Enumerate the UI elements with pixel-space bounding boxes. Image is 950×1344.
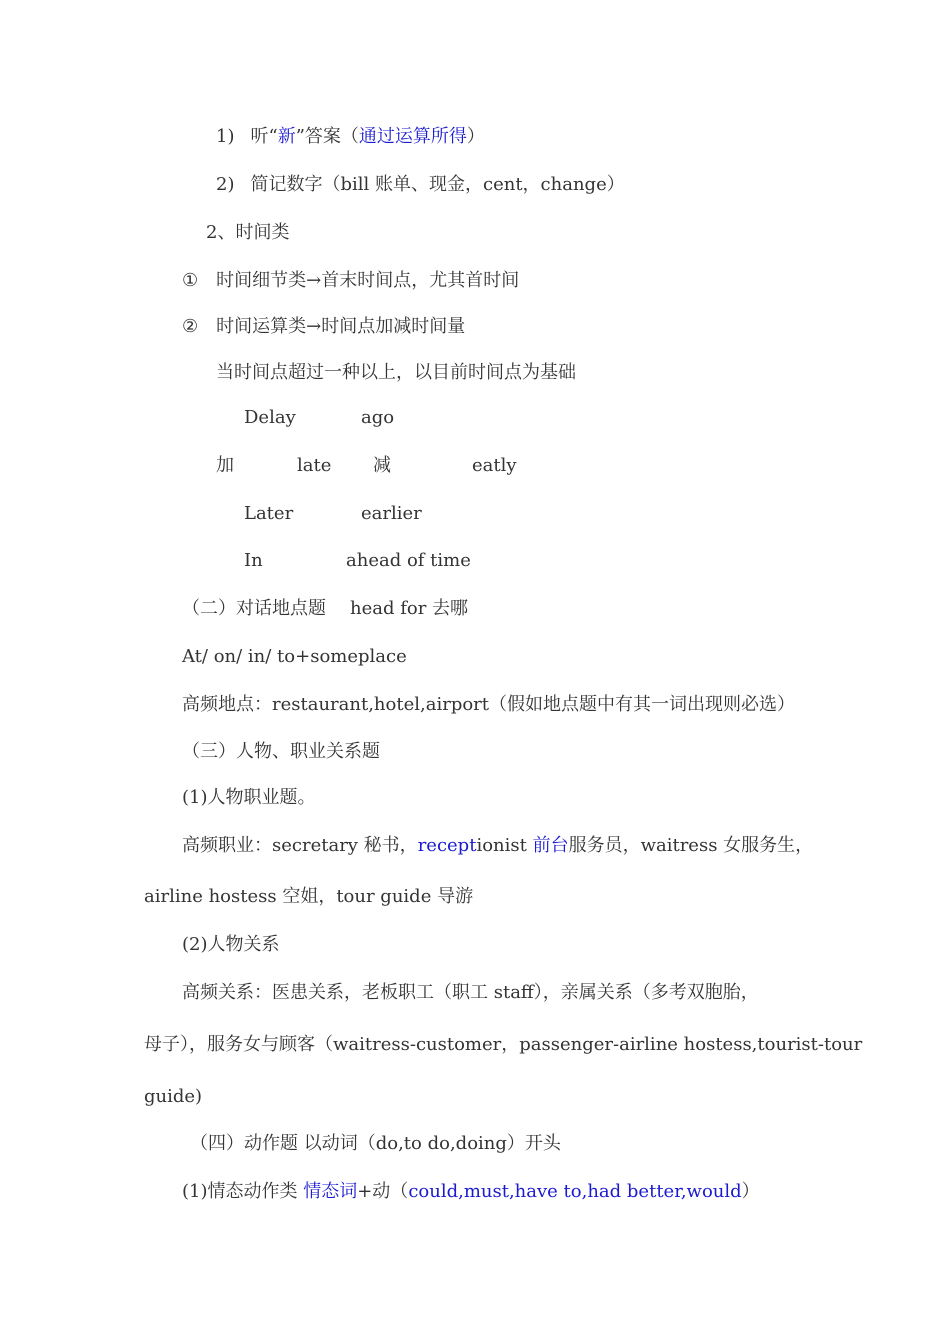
text: ） [466,126,485,147]
word: 减 [373,455,391,476]
list-item [216,125,485,149]
text: ”答案（ [295,126,359,147]
word: late [297,455,332,476]
heading-text: （二）对话地点题 [182,598,326,619]
text: 简记数字（bill 账单、现金，cent，change） [250,174,625,195]
word-pair [244,406,296,430]
section-heading [182,597,468,621]
subheading: (2)人物关系 [182,934,280,955]
word: Later [244,503,294,524]
highlight-text: 新 [277,126,296,147]
paragraph [182,834,813,858]
word: ahead of time [346,550,471,571]
paragraph: 母子），服务女与顾客（waitress-customer，passenger-airline hostess,tourist-tour [144,1034,863,1055]
word-pair [361,406,394,430]
word: Delay [244,407,296,428]
item-number: ② [182,316,199,337]
word: ago [361,407,395,428]
highlight-text: 情态词 [303,1181,358,1202]
word: eatly [472,455,517,476]
word-pair [361,502,422,526]
word-pair [244,549,263,573]
word-pair [244,502,293,526]
section-heading: （四）动作题 以动词（do,to do,doing）开头 [190,1133,561,1154]
section-heading: 2、时间类 [206,222,290,243]
list-item [216,173,625,197]
text: ） [741,1181,760,1202]
paragraph: At/ on/ in/ to+someplace [182,646,407,667]
text: 时间细节类→首末时间点，尤其首时间 [216,270,520,291]
highlight-text: recept [417,835,477,856]
paragraph: 高频关系：医患关系，老板职工（职工 staff），亲属关系（多考双胞胎， [182,982,759,1003]
text: (1)情态动作类 [182,1181,304,1202]
paragraph [182,1180,760,1204]
item-number: 1) [216,126,235,147]
item-number: 2) [216,174,235,195]
word-pair [373,454,391,478]
word-pair [216,454,234,478]
subheading: (1)人物职业题。 [182,787,316,808]
paragraph: 当时间点超过一种以上，以目前时间点为基础 [216,362,576,383]
section-heading: （三）人物、职业关系题 [182,741,380,762]
text: 时间运算类→时间点加减时间量 [216,316,466,337]
text: ionist [476,835,533,856]
paragraph: guide) [144,1086,203,1107]
list-item [182,269,519,293]
text: +动（ [357,1181,409,1202]
text: 高频职业：secretary 秘书， [182,835,418,856]
highlight-text: 前台 [532,835,569,856]
text: 服务员，waitress 女服务生， [568,835,814,856]
word-pair [297,454,331,478]
word-pair [346,549,471,573]
text: 听“ [250,126,278,147]
item-number: ① [182,270,199,291]
word-pair [472,454,517,478]
paragraph: airline hostess 空姐，tour guide 导游 [144,886,474,907]
word: In [244,550,263,571]
paragraph: 高频地点：restaurant,hotel,airport（假如地点题中有其一词出现则必选） [182,694,796,715]
word: 加 [216,455,234,476]
word: earlier [361,503,422,524]
text: head for 去哪 [350,598,469,619]
list-item [182,315,465,339]
highlight-text: could,must,have to,had better,would [408,1181,742,1202]
highlight-text: 通过运算所得 [358,126,467,147]
